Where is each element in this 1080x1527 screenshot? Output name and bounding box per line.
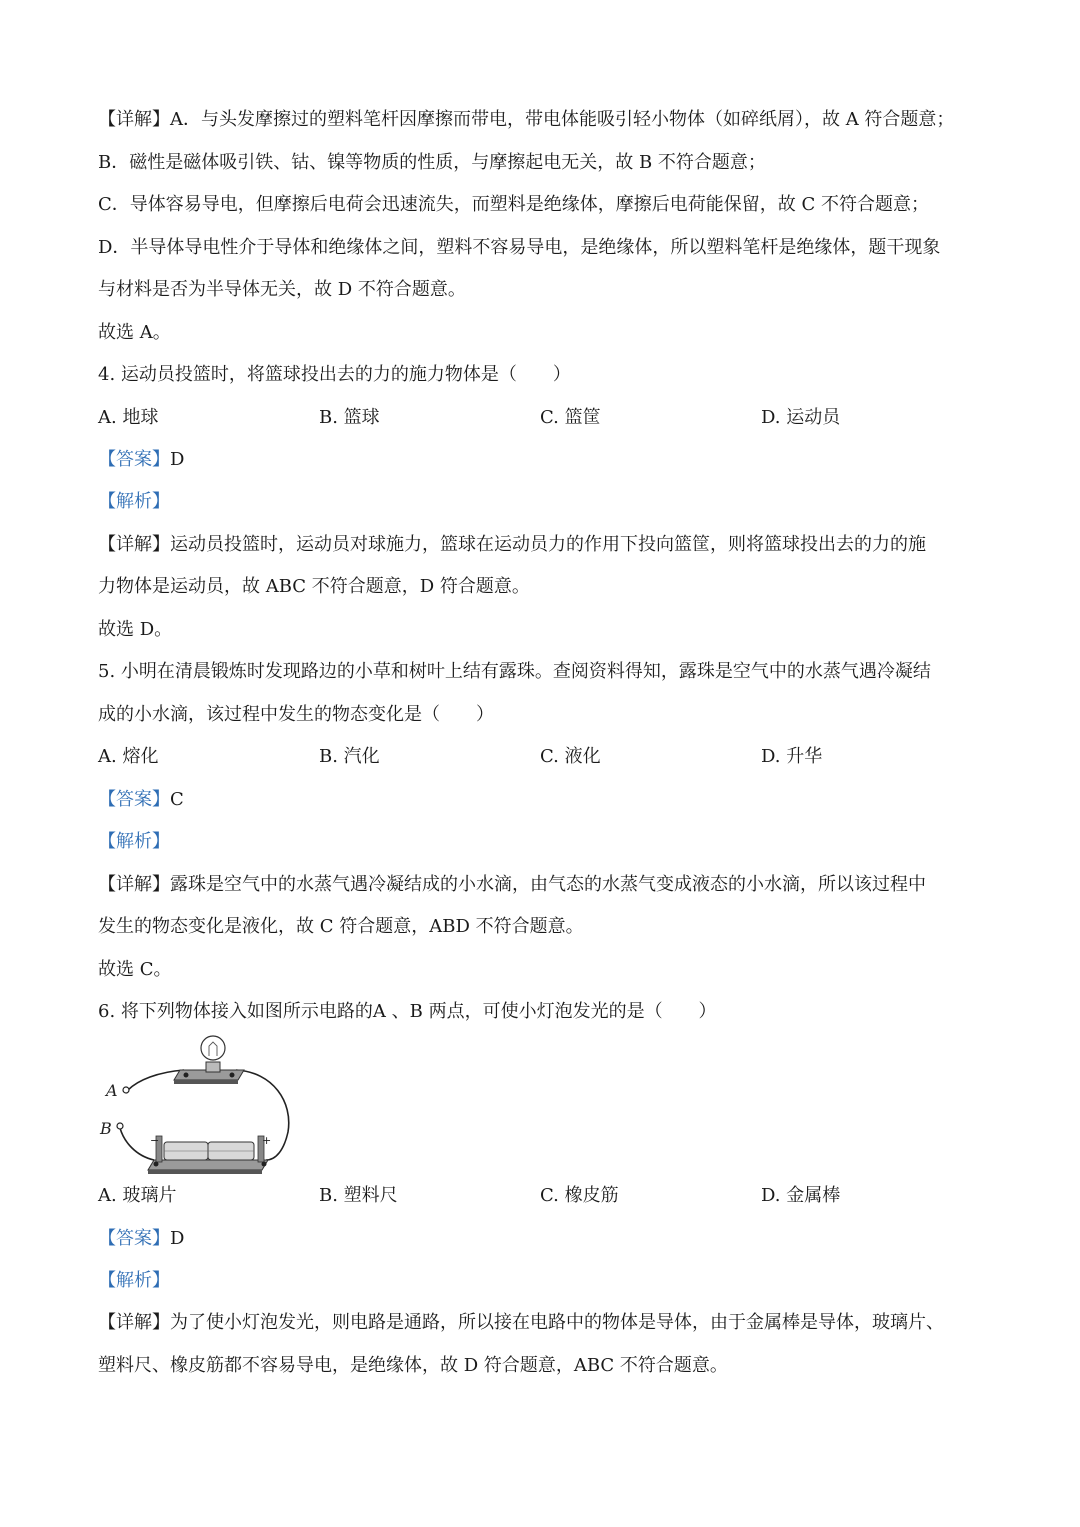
q5-stem-line-2: 成的小水滴，该过程中发生的物态变化是（ ） (98, 704, 494, 725)
q4-option-d[interactable]: D. 运动员 (761, 407, 841, 428)
q5-detail-line-1 (98, 872, 926, 898)
q4-detail-line-2: 力物体是运动员，故 ABC 不符合题意，D 符合题意。 (98, 576, 530, 597)
q4-option-a[interactable]: A. 地球 (98, 407, 159, 428)
circuit-diagram-icon (98, 1032, 298, 1180)
minus-sign: − (150, 1134, 160, 1147)
battery-holder-base (148, 1160, 268, 1170)
q4-detail-text: 运动员投篮时，运动员对球施力，篮球在运动员力的作用下投向篮筐，则将篮球投出去的力的施 (170, 534, 926, 555)
q4-answer (98, 447, 184, 473)
bulb-socket (206, 1062, 220, 1072)
q3-detail-text: A．与头发摩擦过的塑料笔杆因摩擦而带电，带电体能吸引轻小物体（如碎纸屑），故 A 符合题意； (170, 109, 955, 130)
q5-conclusion: 故选 C。 (98, 959, 172, 980)
bulb-base-edge (174, 1080, 238, 1084)
q3-detail-line-3: C．导体容易导电，但摩擦后电荷会迅速流失，而塑料是绝缘体，摩擦后电荷能保留，故 C 不符合题意； (98, 194, 929, 215)
answer-tag: 【答案】 (98, 1228, 170, 1249)
q5-option-a[interactable]: A. 熔化 (98, 746, 159, 767)
q4-option-c[interactable]: C. 篮筐 (540, 407, 601, 428)
answer-tag: 【答案】 (98, 449, 170, 470)
q3-conclusion: 故选 A。 (98, 322, 171, 343)
q6-options (98, 1183, 998, 1209)
answer-value: D (170, 1228, 185, 1249)
terminal-a (123, 1087, 129, 1093)
detail-tag: 【详解】 (98, 534, 170, 555)
q4-stem: 4. 运动员投篮时，将篮球投出去的力的施力物体是（ ） (98, 364, 571, 385)
q6-answer (98, 1226, 184, 1252)
plus-sign: + (262, 1134, 272, 1147)
q5-answer (98, 787, 184, 813)
q5-option-c[interactable]: C. 液化 (540, 746, 601, 767)
q6-detail-line-1 (98, 1310, 944, 1336)
detail-tag: 【详解】 (98, 109, 170, 130)
label-b: B (100, 1119, 112, 1138)
answer-value: C (170, 789, 184, 810)
q6-detail-text: 为了使小灯泡发光，则电路是通路，所以接在电路中的物体是导体，由于金属棒是导体，玻璃片、 (170, 1312, 944, 1333)
q3-detail-line-4: D．半导体导电性介于导体和绝缘体之间，塑料不容易导电，是绝缘体，所以塑料笔杆是绝缘体，题干现象 (98, 237, 941, 258)
detail-tag: 【详解】 (98, 1312, 170, 1333)
q6-option-d[interactable]: D. 金属棒 (761, 1185, 841, 1206)
bulb-glass (201, 1036, 225, 1060)
detail-tag: 【详解】 (98, 874, 170, 895)
answer-value: D (170, 449, 185, 470)
q6-option-b[interactable]: B. 塑料尺 (319, 1185, 398, 1206)
q5-detail-text: 露珠是空气中的水蒸气遇冷凝结成的小水滴，由气态的水蒸气变成液态的小水滴，所以该过程中 (170, 874, 926, 895)
q5-detail-line-2: 发生的物态变化是液化，故 C 符合题意，ABD 不符合题意。 (98, 916, 584, 937)
q5-options (98, 744, 998, 770)
q6-option-c[interactable]: C. 橡皮筋 (540, 1185, 619, 1206)
q3-detail-line-5: 与材料是否为半导体无关，故 D 不符合题意。 (98, 279, 466, 300)
q4-detail-line-1 (98, 532, 926, 558)
q3-detail-line-1 (98, 107, 954, 133)
label-a: A (106, 1081, 118, 1100)
q5-option-b[interactable]: B. 汽化 (319, 746, 380, 767)
q4-options (98, 405, 998, 431)
q4-conclusion: 故选 D。 (98, 619, 173, 640)
q3-detail-line-2: B．磁性是磁体吸引铁、钴、镍等物质的性质，与摩擦起电无关，故 B 不符合题意； (98, 152, 766, 173)
q4-analysis-tag: 【解析】 (98, 491, 170, 512)
q5-option-d[interactable]: D. 升华 (761, 746, 823, 767)
terminal-b (117, 1123, 123, 1129)
q6-option-a[interactable]: A. 玻璃片 (98, 1185, 177, 1206)
q6-analysis-tag: 【解析】 (98, 1270, 170, 1291)
answer-tag: 【答案】 (98, 789, 170, 810)
wire-b (120, 1128, 154, 1160)
q6-detail-line-2: 塑料尺、橡皮筋都不容易导电，是绝缘体，故 D 符合题意，ABC 不符合题意。 (98, 1355, 728, 1376)
q6-stem: 6. 将下列物体接入如图所示电路的A 、B 两点，可使小灯泡发光的是（ ） (98, 1001, 717, 1022)
q5-stem-line-1: 5. 小明在清晨锻炼时发现路边的小草和树叶上结有露珠。查阅资料得知，露珠是空气中的水蒸气遇冷凝结 (98, 661, 931, 682)
q5-analysis-tag: 【解析】 (98, 831, 170, 852)
q4-option-b[interactable]: B. 篮球 (319, 407, 380, 428)
